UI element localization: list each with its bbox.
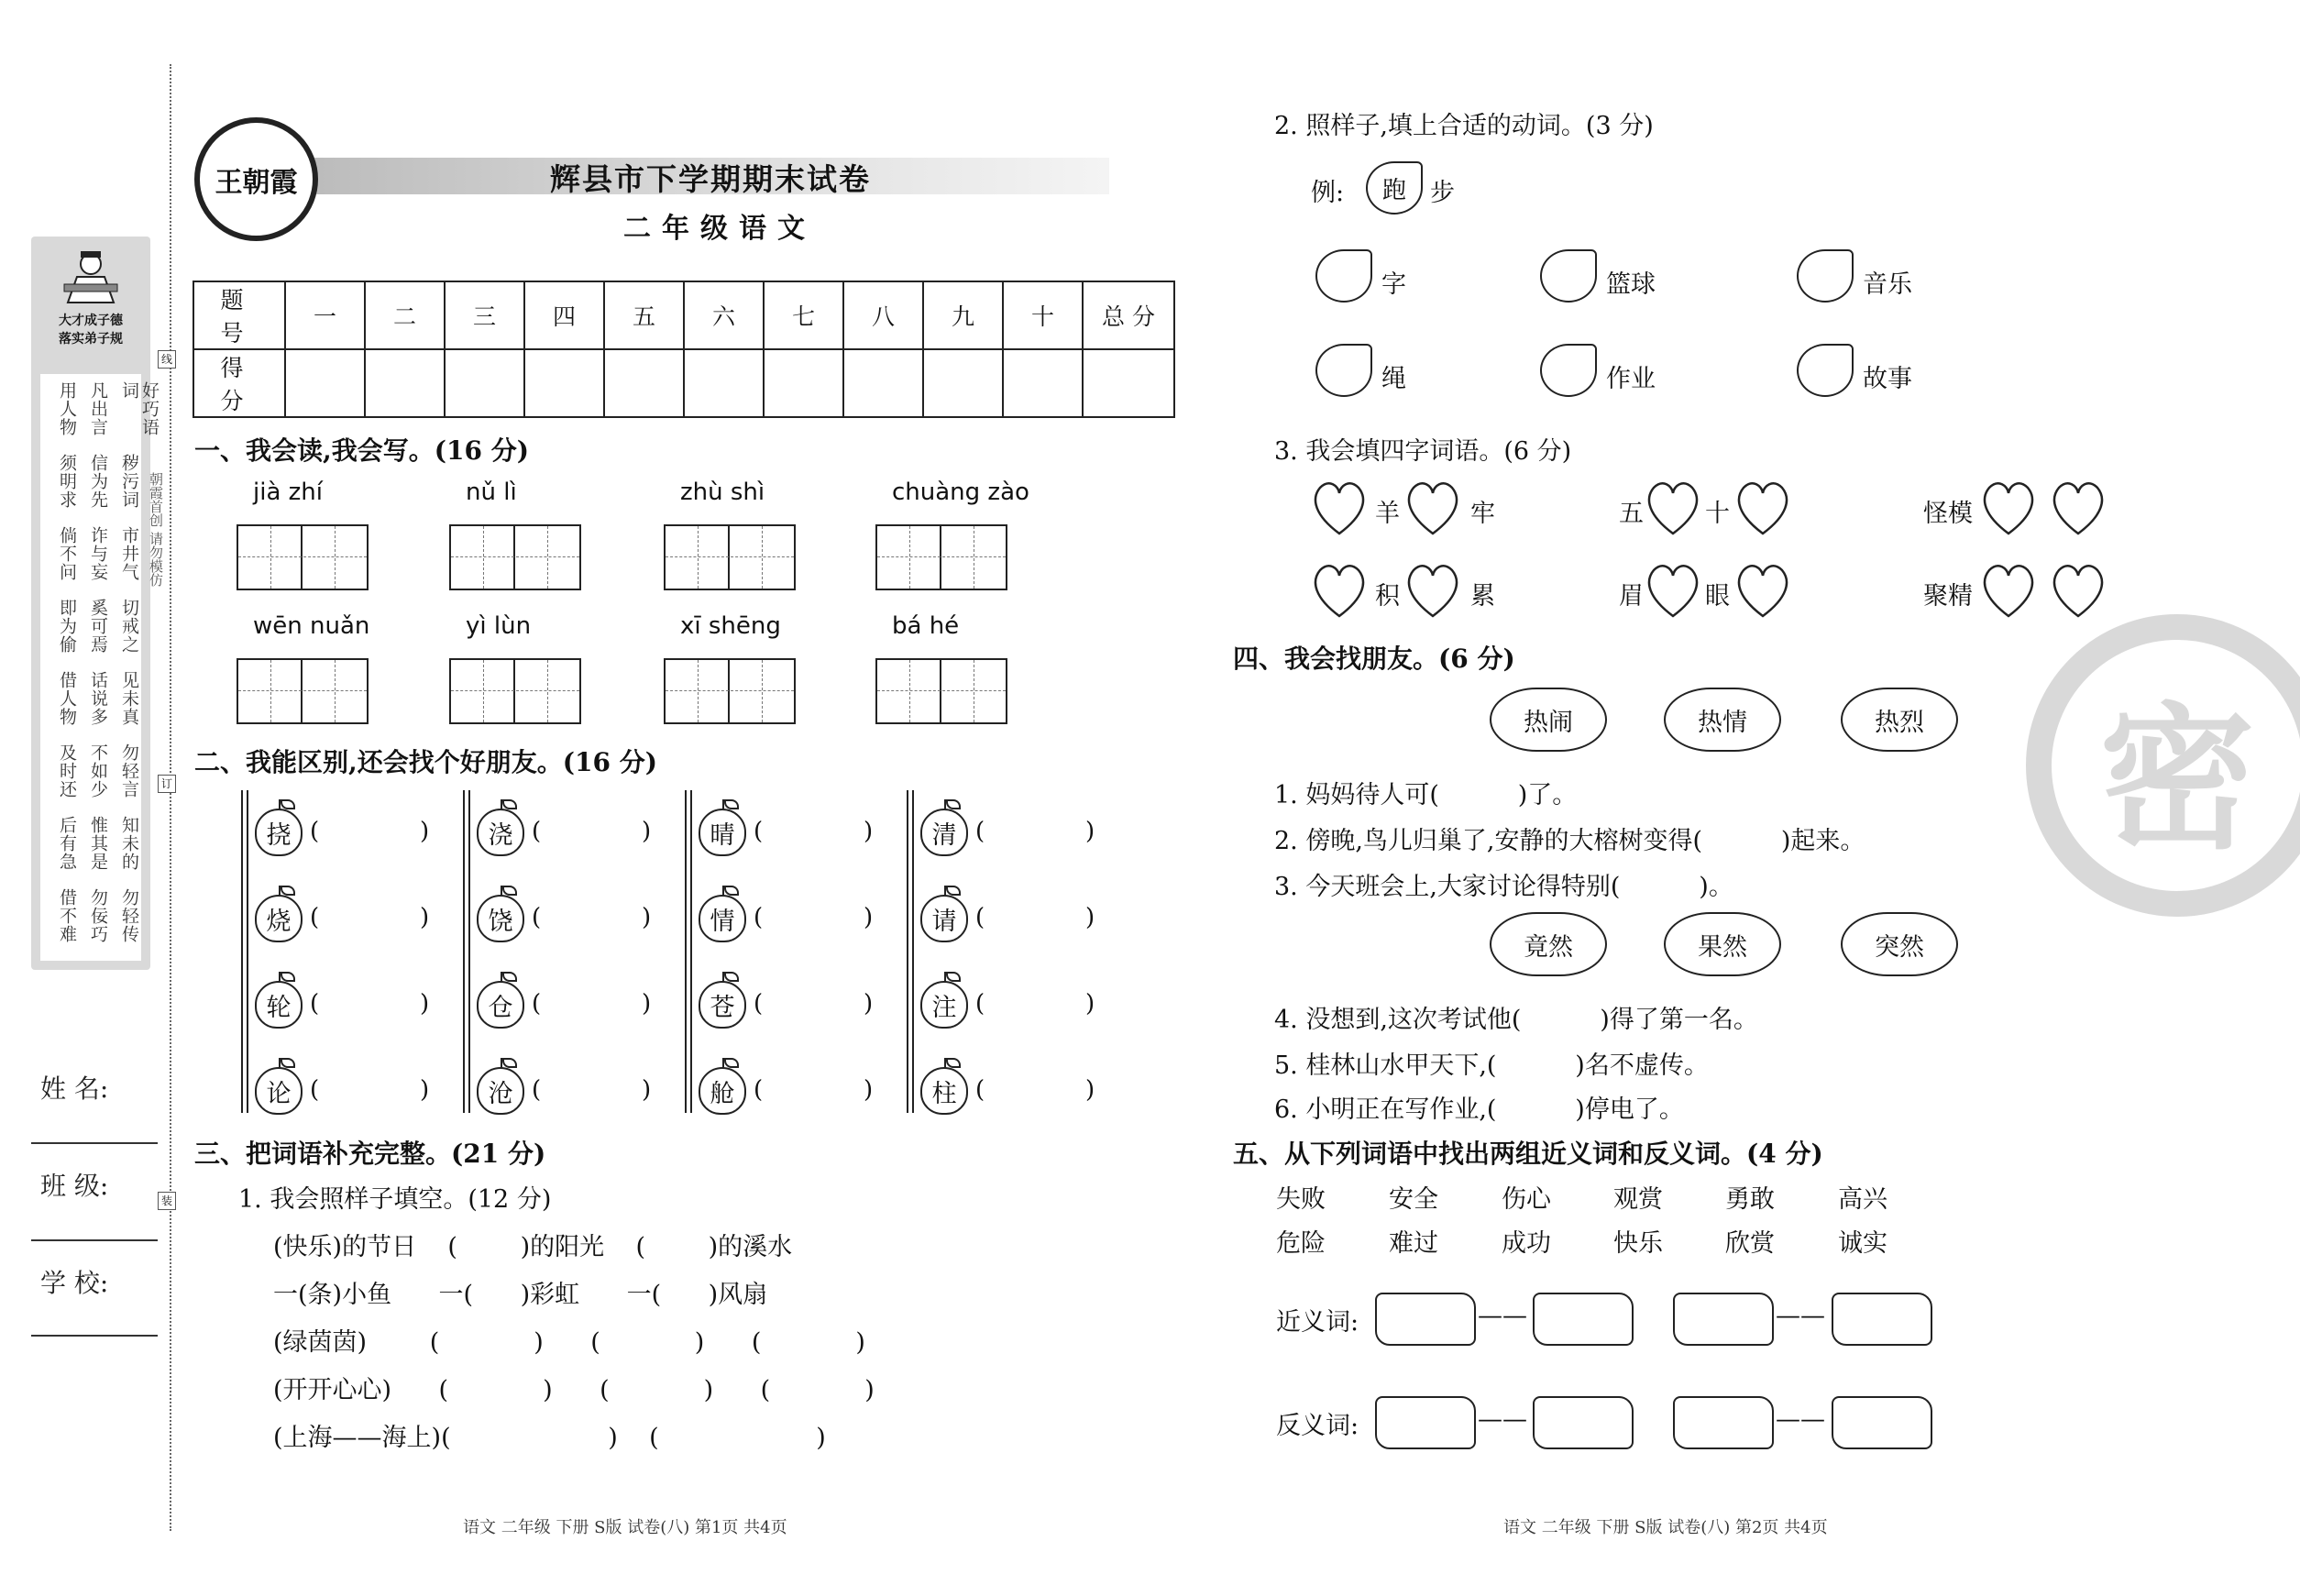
proverb-column: 切戒之 bbox=[119, 599, 139, 654]
binding-margin-line bbox=[170, 64, 171, 1531]
leaf-icon[interactable] bbox=[1315, 344, 1372, 397]
group-bracket bbox=[685, 790, 692, 1113]
score-header-cell: 九 bbox=[923, 281, 1003, 349]
seal-mark-2: 订 bbox=[158, 775, 176, 793]
vocab-word: 高兴 bbox=[1838, 1185, 1887, 1214]
brand-logo: 王朝霞 bbox=[194, 117, 318, 241]
grid-guide bbox=[877, 556, 1006, 557]
score-header-cell: 题 号 bbox=[193, 281, 285, 349]
answer-right-paren[interactable]: ) bbox=[642, 818, 652, 845]
idiom-char: 眼 bbox=[1705, 582, 1730, 611]
pair-dash: —— bbox=[1478, 1405, 1527, 1434]
leaf-icon[interactable] bbox=[1797, 249, 1854, 303]
apple-char-icon: 轮 bbox=[255, 981, 303, 1029]
class-field-line[interactable] bbox=[31, 1239, 158, 1241]
writing-grid[interactable] bbox=[237, 524, 369, 590]
pair-dash: —— bbox=[1776, 1405, 1825, 1434]
idiom-char: 五 bbox=[1619, 500, 1644, 528]
grid-guide bbox=[698, 526, 699, 589]
answer-left-paren[interactable]: ( bbox=[310, 990, 320, 1018]
apple-char-icon: 情 bbox=[699, 895, 746, 942]
grid-guide bbox=[270, 660, 271, 722]
answer-left-paren[interactable]: ( bbox=[754, 1076, 764, 1104]
score-header-cell: 七 bbox=[764, 281, 843, 349]
section5-title: 五、从下列词语中找出两组近义词和反义词。(4 分) bbox=[1233, 1139, 1823, 1169]
grid-guide bbox=[547, 660, 548, 722]
pair-dash: —— bbox=[1776, 1302, 1825, 1330]
fill-line-3[interactable]: (绿茵茵) ( ) ( ) ( ) bbox=[273, 1328, 865, 1357]
leaf-word: 作业 bbox=[1606, 365, 1656, 393]
answer-scroll-box[interactable] bbox=[1375, 1396, 1476, 1449]
idiom-char: 积 bbox=[1375, 582, 1400, 611]
motto-line-2: 落实弟子规 bbox=[59, 332, 123, 347]
grid-guide bbox=[666, 690, 794, 691]
leaf-icon[interactable] bbox=[1797, 344, 1854, 397]
proverb-column: 奚可焉 bbox=[88, 599, 108, 654]
leaf-icon[interactable] bbox=[1540, 249, 1597, 303]
leaf-word: 音乐 bbox=[1863, 270, 1912, 299]
heart-icon[interactable] bbox=[1309, 479, 1370, 537]
word-bank-flower: 热情 bbox=[1664, 688, 1781, 752]
proverb-column: 信为先 bbox=[88, 454, 108, 509]
section3-q1: 1. 我会照样子填空。(12 分) bbox=[238, 1185, 552, 1214]
writing-grid[interactable] bbox=[449, 524, 581, 590]
grid-guide bbox=[666, 556, 794, 557]
heart-icon[interactable] bbox=[1309, 561, 1370, 620]
idiom-char: 眉 bbox=[1619, 582, 1644, 611]
pinyin-label: wēn nuǎn bbox=[253, 612, 370, 640]
answer-left-paren[interactable]: ( bbox=[754, 990, 764, 1018]
score-cell[interactable] bbox=[843, 349, 923, 417]
fill-line-1[interactable]: (快乐)的节日 ( )的阳光 ( )的溪水 bbox=[273, 1233, 793, 1261]
proverb-column: 勿佞巧 bbox=[88, 888, 108, 943]
answer-right-paren[interactable]: ) bbox=[864, 1076, 874, 1104]
vocab-word: 勇敢 bbox=[1725, 1185, 1775, 1214]
proverb-column: 好巧语词 bbox=[119, 381, 160, 436]
proverb-column: 后有急 bbox=[57, 816, 77, 871]
section3-q2: 2. 照样子,填上合适的动词。(3 分) bbox=[1274, 112, 1654, 140]
proverb-column: 勿轻言 bbox=[119, 743, 139, 798]
leaf-icon[interactable] bbox=[1540, 344, 1597, 397]
vocab-word: 观赏 bbox=[1613, 1185, 1663, 1214]
seal-mark-3: 装 bbox=[158, 1192, 176, 1210]
answer-right-paren[interactable]: ) bbox=[1085, 818, 1095, 845]
score-header-cell: 四 bbox=[524, 281, 604, 349]
q2-example-word: 步 bbox=[1430, 179, 1455, 207]
answer-right-paren[interactable]: ) bbox=[1085, 1076, 1095, 1104]
word-bank-flower: 突然 bbox=[1841, 912, 1958, 976]
idiom-char: 十 bbox=[1705, 500, 1730, 528]
apple-char-icon: 柱 bbox=[920, 1067, 968, 1115]
leaf-word: 绳 bbox=[1381, 365, 1406, 393]
score-header-cell: 六 bbox=[684, 281, 764, 349]
scholar-illustration bbox=[59, 248, 123, 308]
apple-char-icon: 注 bbox=[920, 981, 968, 1029]
leaf-word: 故事 bbox=[1863, 365, 1912, 393]
grid-guide bbox=[238, 690, 367, 691]
name-field-line[interactable] bbox=[31, 1142, 158, 1144]
proverb-column: 倘不问 bbox=[57, 526, 77, 581]
answer-left-paren[interactable]: ( bbox=[310, 818, 320, 845]
score-table bbox=[193, 281, 1175, 418]
group-bracket bbox=[241, 790, 248, 1113]
section3-q3: 3. 我会填四字词语。(6 分) bbox=[1274, 437, 1572, 466]
class-label: 班 级: bbox=[40, 1171, 109, 1201]
score-header-cell: 五 bbox=[604, 281, 684, 349]
grid-guide bbox=[877, 690, 1006, 691]
exam-title: 辉县市下学期期末试卷 bbox=[550, 161, 871, 197]
score-cell[interactable] bbox=[923, 349, 1003, 417]
leaf-word: 字 bbox=[1381, 270, 1406, 299]
score-table-header-row bbox=[193, 281, 1174, 349]
proverb-column: 不如少 bbox=[88, 743, 108, 798]
heart-icon[interactable] bbox=[1643, 479, 1703, 537]
word-bank-flower: 热烈 bbox=[1841, 688, 1958, 752]
proverb-column: 见未真 bbox=[119, 671, 139, 726]
vocab-word: 伤心 bbox=[1502, 1185, 1551, 1214]
pinyin-label: zhù shì bbox=[680, 479, 765, 506]
motto-line-1: 大才成子德 bbox=[59, 314, 123, 328]
answer-left-paren[interactable]: ( bbox=[975, 904, 985, 931]
writing-grid[interactable] bbox=[875, 524, 1007, 590]
answer-scroll-box[interactable] bbox=[1533, 1396, 1634, 1449]
heart-icon[interactable] bbox=[1978, 561, 2039, 620]
q2-example-prefix: 例: bbox=[1311, 179, 1345, 207]
answer-right-paren[interactable]: ) bbox=[420, 904, 430, 931]
fill-line-5[interactable]: (上海——海上)( ) ( ) bbox=[273, 1424, 826, 1452]
apple-char-icon: 舱 bbox=[699, 1067, 746, 1115]
grid-guide bbox=[909, 660, 910, 722]
apple-char-icon: 浇 bbox=[477, 809, 524, 856]
seal-mark-1: 线 bbox=[158, 350, 176, 369]
s4-line-5[interactable]: 5. 桂林山水甲天下,( )名不虚传。 bbox=[1274, 1051, 1709, 1080]
proverb-column: 须明求 bbox=[57, 454, 77, 509]
idiom-char: 怪模 bbox=[1923, 500, 1973, 528]
heart-icon[interactable] bbox=[1403, 479, 1463, 537]
grid-guide bbox=[547, 526, 548, 589]
pinyin-label: xī shēng bbox=[680, 612, 781, 640]
answer-scroll-box[interactable] bbox=[1533, 1293, 1634, 1346]
score-cell[interactable] bbox=[764, 349, 843, 417]
notice-vertical: 朝霞首创 请勿模仿 bbox=[148, 472, 164, 587]
score-table-score-row bbox=[193, 349, 1174, 417]
s4-line-2[interactable]: 2. 傍晚,鸟儿归巢了,安静的大榕树变得( )起来。 bbox=[1274, 827, 1865, 855]
score-cell[interactable] bbox=[684, 349, 764, 417]
writing-grid[interactable] bbox=[875, 658, 1007, 724]
idiom-char: 牢 bbox=[1470, 500, 1495, 528]
heart-icon[interactable] bbox=[2048, 479, 2108, 537]
answer-scroll-box[interactable] bbox=[1375, 1293, 1476, 1346]
proverb-column: 诈与妄 bbox=[88, 526, 108, 581]
answer-right-paren[interactable]: ) bbox=[1085, 904, 1095, 931]
writing-grid[interactable] bbox=[449, 658, 581, 724]
proverb-column: 及时还 bbox=[57, 743, 77, 798]
s4-line-4[interactable]: 4. 没想到,这次考试他( )得了第一名。 bbox=[1274, 1006, 1758, 1034]
school-field-line[interactable] bbox=[31, 1335, 158, 1337]
s4-line-3[interactable]: 3. 今天班会上,大家讨论得特别( )。 bbox=[1274, 873, 1733, 901]
answer-scroll-box[interactable] bbox=[1673, 1293, 1774, 1346]
apple-char-icon: 清 bbox=[920, 809, 968, 856]
idiom-char: 累 bbox=[1470, 582, 1495, 611]
score-header-cell: 三 bbox=[445, 281, 524, 349]
heart-icon[interactable] bbox=[2048, 561, 2108, 620]
pinyin-label: nǔ lì bbox=[466, 479, 517, 506]
heart-icon[interactable] bbox=[1643, 561, 1703, 620]
apple-char-icon: 烧 bbox=[255, 895, 303, 942]
idiom-char: 羊 bbox=[1375, 500, 1400, 528]
score-cell[interactable] bbox=[445, 349, 524, 417]
fill-line-4[interactable]: (开开心心) ( ) ( ) ( ) bbox=[273, 1376, 875, 1404]
answer-right-paren[interactable]: ) bbox=[642, 1076, 652, 1104]
grid-guide bbox=[451, 556, 579, 557]
answer-scroll-box[interactable] bbox=[1673, 1396, 1774, 1449]
pinyin-label: chuàng zào bbox=[892, 479, 1029, 506]
vocab-word: 诚实 bbox=[1838, 1229, 1887, 1258]
answer-left-paren[interactable]: ( bbox=[310, 904, 320, 931]
grid-guide bbox=[909, 526, 910, 589]
apple-char-icon: 沧 bbox=[477, 1067, 524, 1115]
score-header-cell: 二 bbox=[365, 281, 445, 349]
footer-right: 语文 二年级 下册 S版 试卷(八) 第2页 共4页 bbox=[1503, 1518, 1828, 1537]
leaf-word: 篮球 bbox=[1606, 270, 1656, 299]
fill-line-2[interactable]: 一(条)小鱼 一( )彩虹 一( )风扇 bbox=[273, 1281, 768, 1309]
group-bracket bbox=[907, 790, 914, 1113]
school-label: 学 校: bbox=[40, 1268, 109, 1298]
answer-left-paren[interactable]: ( bbox=[532, 1076, 542, 1104]
vocab-word: 成功 bbox=[1502, 1229, 1551, 1258]
writing-grid[interactable] bbox=[664, 524, 796, 590]
answer-left-paren[interactable]: ( bbox=[310, 1076, 320, 1104]
score-cell[interactable] bbox=[524, 349, 604, 417]
answer-right-paren[interactable]: ) bbox=[864, 818, 874, 845]
grid-guide bbox=[483, 660, 484, 722]
section4-title: 四、我会找朋友。(6 分) bbox=[1233, 644, 1515, 674]
answer-right-paren[interactable]: ) bbox=[864, 904, 874, 931]
pinyin-label: jià zhí bbox=[253, 479, 323, 506]
heart-icon[interactable] bbox=[1733, 561, 1793, 620]
vocab-word: 快乐 bbox=[1613, 1229, 1663, 1258]
heart-icon[interactable] bbox=[1978, 479, 2039, 537]
answer-right-paren[interactable]: ) bbox=[420, 990, 430, 1018]
answer-right-paren[interactable]: ) bbox=[420, 1076, 430, 1104]
proverb-column: 用人物 bbox=[57, 381, 77, 436]
word-bank-flower: 竟然 bbox=[1490, 912, 1607, 976]
heart-icon[interactable] bbox=[1403, 561, 1463, 620]
answer-left-paren[interactable]: ( bbox=[532, 818, 542, 845]
grid-guide bbox=[335, 526, 336, 589]
proverb-column: 凡出言 bbox=[88, 381, 108, 436]
grid-guide bbox=[238, 556, 367, 557]
group-bracket bbox=[463, 790, 470, 1113]
apple-char-icon: 挠 bbox=[255, 809, 303, 856]
apple-char-icon: 请 bbox=[920, 895, 968, 942]
grid-guide bbox=[483, 526, 484, 589]
answer-right-paren[interactable]: ) bbox=[420, 818, 430, 845]
score-cell[interactable] bbox=[1083, 349, 1174, 417]
pinyin-label: yì lùn bbox=[466, 612, 532, 640]
answer-left-paren[interactable]: ( bbox=[754, 904, 764, 931]
answer-left-paren[interactable]: ( bbox=[532, 990, 542, 1018]
grid-guide bbox=[335, 660, 336, 722]
proverb-column: 话说多 bbox=[88, 671, 108, 726]
sidebar-motto bbox=[42, 312, 139, 348]
proverb-column: 惟其是 bbox=[88, 816, 108, 871]
section2-title: 二、我能区别,还会找个好朋友。(16 分) bbox=[194, 747, 657, 777]
name-label: 姓 名: bbox=[40, 1073, 109, 1104]
leaf-icon: 跑 bbox=[1366, 161, 1423, 215]
writing-grid[interactable] bbox=[237, 658, 369, 724]
vocab-word: 失败 bbox=[1276, 1185, 1326, 1214]
grid-guide bbox=[451, 690, 579, 691]
s4-line-1[interactable]: 1. 妈妈待人可( )了。 bbox=[1274, 781, 1578, 809]
idiom-char: 聚精 bbox=[1923, 582, 1973, 611]
apple-char-icon: 晴 bbox=[699, 809, 746, 856]
score-cell[interactable] bbox=[1003, 349, 1083, 417]
pinyin-label: bá hé bbox=[892, 612, 960, 640]
score-cell[interactable] bbox=[365, 349, 445, 417]
exam-subtitle: 二年级语文 bbox=[623, 213, 816, 245]
word-bank-flower: 热闹 bbox=[1490, 688, 1607, 752]
vocab-word: 安全 bbox=[1389, 1185, 1438, 1214]
answer-left-paren[interactable]: ( bbox=[754, 818, 764, 845]
score-cell[interactable] bbox=[285, 349, 365, 417]
score-header-cell: 总 分 bbox=[1083, 281, 1174, 349]
synonym-label: 近义词: bbox=[1276, 1308, 1359, 1337]
proverb-column: 市井气 bbox=[119, 526, 139, 581]
apple-char-icon: 论 bbox=[255, 1067, 303, 1115]
word-bank-flower: 果然 bbox=[1664, 912, 1781, 976]
answer-scroll-box[interactable] bbox=[1832, 1396, 1932, 1449]
grid-guide bbox=[270, 526, 271, 589]
proverb-column: 勿轻传 bbox=[119, 888, 139, 943]
vocab-word: 欣赏 bbox=[1725, 1229, 1775, 1258]
proverb-column: 借人物 bbox=[57, 671, 77, 726]
proverb-column: 知未的 bbox=[119, 816, 139, 871]
vocab-word: 难过 bbox=[1389, 1229, 1438, 1258]
answer-left-paren[interactable]: ( bbox=[975, 990, 985, 1018]
apple-char-icon: 苍 bbox=[699, 981, 746, 1029]
answer-right-paren[interactable]: ) bbox=[642, 904, 652, 931]
answer-left-paren[interactable]: ( bbox=[532, 904, 542, 931]
answer-right-paren[interactable]: ) bbox=[864, 990, 874, 1018]
section1-title: 一、我会读,我会写。(16 分) bbox=[194, 435, 529, 466]
score-row-label: 得 分 bbox=[193, 349, 285, 417]
s4-line-6[interactable]: 6. 小明正在写作业,( )停电了。 bbox=[1274, 1095, 1684, 1124]
antonym-label: 反义词: bbox=[1276, 1412, 1359, 1440]
heart-icon[interactable] bbox=[1733, 479, 1793, 537]
footer-left: 语文 二年级 下册 S版 试卷(八) 第1页 共4页 bbox=[463, 1518, 787, 1537]
answer-scroll-box[interactable] bbox=[1832, 1293, 1932, 1346]
answer-right-paren[interactable]: ) bbox=[642, 990, 652, 1018]
score-header-cell: 十 bbox=[1003, 281, 1083, 349]
confidential-watermark: 密 bbox=[2026, 614, 2300, 917]
vocab-word: 危险 bbox=[1276, 1229, 1326, 1258]
answer-right-paren[interactable]: ) bbox=[1085, 990, 1095, 1018]
score-header-cell: 一 bbox=[285, 281, 365, 349]
grid-guide bbox=[698, 660, 699, 722]
leaf-icon[interactable] bbox=[1315, 249, 1372, 303]
proverb-column: 即为偷 bbox=[57, 599, 77, 654]
apple-char-icon: 仓 bbox=[477, 981, 524, 1029]
answer-left-paren[interactable]: ( bbox=[975, 1076, 985, 1104]
grid-guide bbox=[762, 526, 763, 589]
apple-char-icon: 饶 bbox=[477, 895, 524, 942]
writing-grid[interactable] bbox=[664, 658, 796, 724]
section3-title: 三、把词语补充完整。(21 分) bbox=[194, 1139, 546, 1169]
score-cell[interactable] bbox=[604, 349, 684, 417]
proverb-column: 借不难 bbox=[57, 888, 77, 943]
score-header-cell: 八 bbox=[843, 281, 923, 349]
pair-dash: —— bbox=[1478, 1302, 1527, 1330]
proverb-column: 秽污词 bbox=[119, 454, 139, 509]
grid-guide bbox=[762, 660, 763, 722]
answer-left-paren[interactable]: ( bbox=[975, 818, 985, 845]
